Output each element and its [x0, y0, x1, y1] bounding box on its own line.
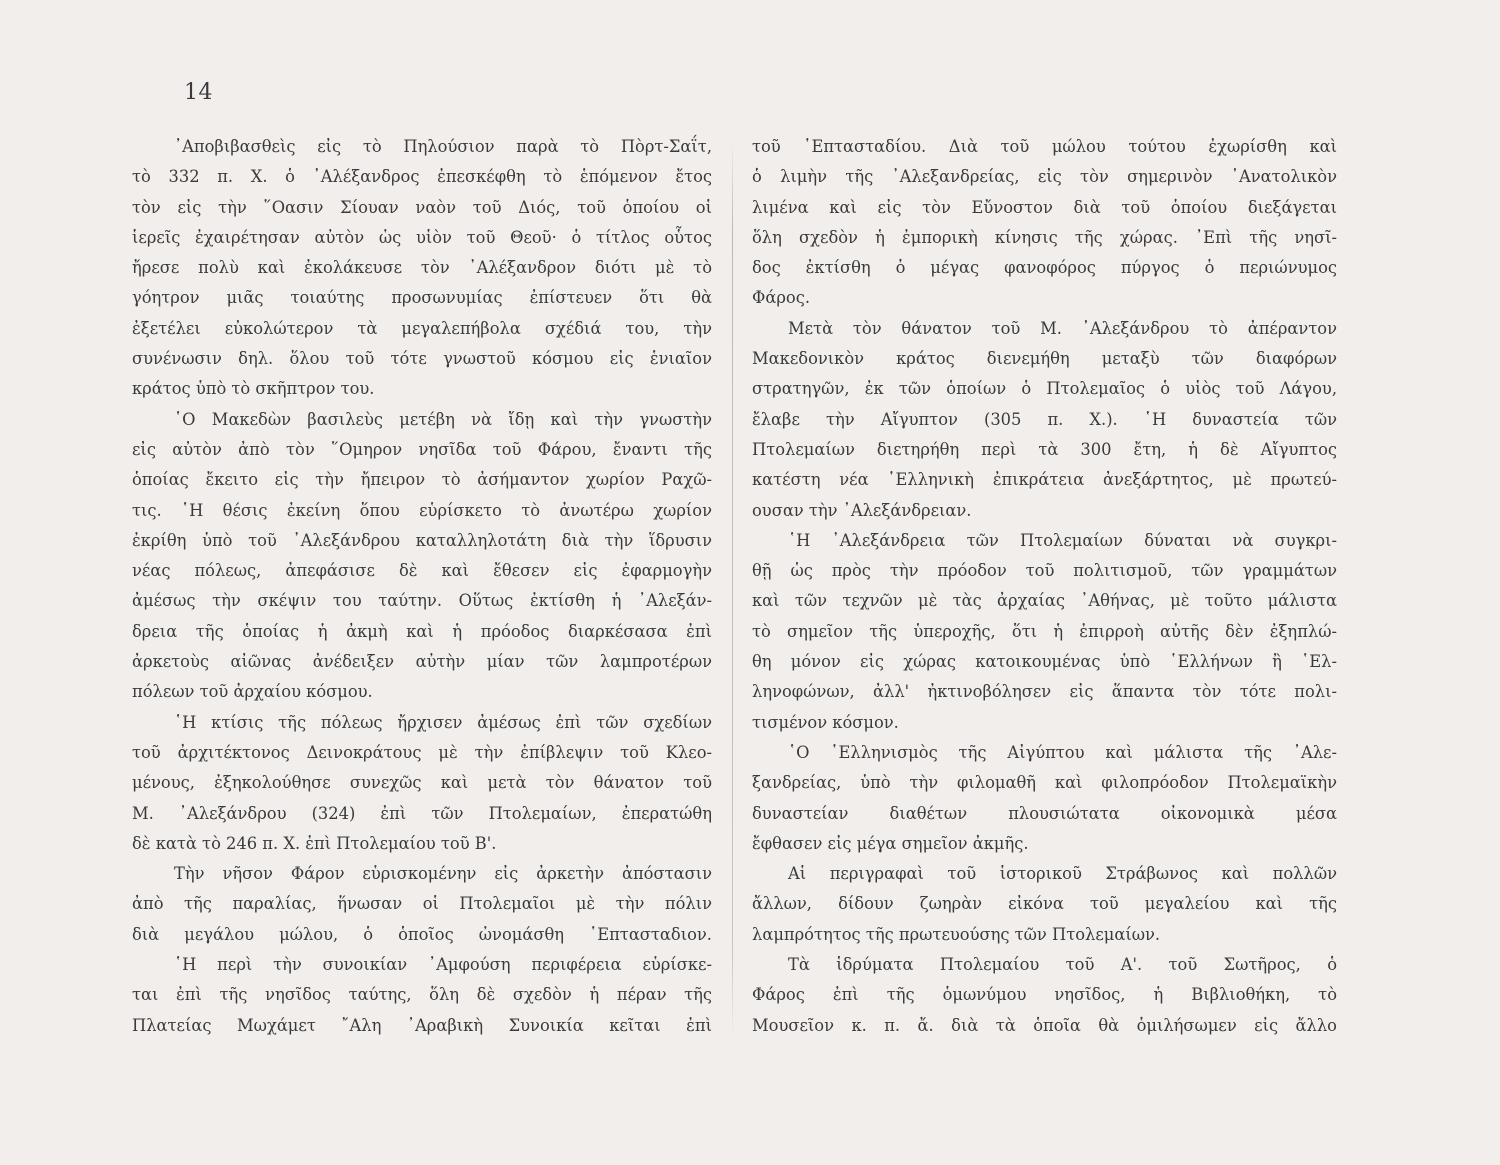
text-line: κατέστη νέα ῾Ελληνικὴ ἐπικράτεια ἀνεξάρτητος, μὲ πρωτεύ- [752, 470, 1337, 490]
text-line: Αἱ περιγραφαὶ τοῦ ἱστορικοῦ Στράβωνος καὶ πολλῶν [788, 864, 1337, 884]
text-line: στρατηγῶν, ἐκ τῶν ὁποίων ὁ Πτολεμαῖος ὁ υἱὸς τοῦ Λάγου, [752, 379, 1337, 399]
text-line: ἀρκετοὺς αἰῶνας ἀνέδειξεν αὐτὴν μίαν τῶν λαμπροτέρων [132, 652, 712, 672]
text-line: λαμπρότητος τῆς πρωτευούσης τῶν Πτολεμαίων. [752, 924, 1161, 944]
text-line: ὁ λιμὴν τῆς ᾿Αλεξανδρείας, εἰς τὸν σημερινὸν ᾿Ανατολικὸν [752, 167, 1337, 187]
text-line: Μακεδονικὸν κράτος διενεμήθη μεταξὺ τῶν διαφόρων [752, 349, 1337, 369]
text-line: ἀμέσως τὴν σκέψιν του ταύτην. Οὕτως ἐκτίσθη ἡ ᾿Αλεξάν- [132, 591, 712, 611]
text-line: ἔφθασεν εἰς μέγα σημεῖον ἀκμῆς. [752, 833, 1029, 853]
text-line: Φάρος ἐπὶ τῆς ὁμωνύμου νησῖδος, ἡ Βιβλιοθήκη, τὸ [752, 985, 1337, 1005]
text-line: ῾Η κτίσις τῆς πόλεως ἤρχισεν ἀμέσως ἐπὶ τῶν σχεδίων [174, 712, 712, 732]
text-line: τὸ σημεῖον τῆς ὑπεροχῆς, ὅτι ἡ ἐπιρροὴ αὐτῆς δὲν ἐξηπλώ- [752, 621, 1337, 641]
text-line: ουσαν τὴν ᾿Αλεξάνδρειαν. [752, 500, 972, 520]
text-line: νέας πόλεως, ἀπεφάσισε δὲ καὶ ἔθεσεν εἰς ἐφαρμογὴν [132, 561, 712, 581]
text-line: Πτολεμαίων διετηρήθη περὶ τὰ 300 ἔτη, ἡ δὲ Αἴγυπτος [752, 439, 1337, 459]
text-line: διὰ μεγάλου μώλου, ὁ ὁποῖος ὠνομάσθη ῾Επτασταδιον. [132, 924, 712, 944]
text-line: Μ. ᾿Αλεξάνδρου (324) ἐπὶ τῶν Πτολεμαίων, ἐπερατώθη [132, 803, 712, 823]
text-line: ῾Ο ῾Ελληνισμὸς τῆς Αἰγύπτου καὶ μάλιστα τῆς ᾿Αλε- [788, 742, 1337, 762]
text-line: καὶ τῶν τεχνῶν μὲ τὰς ἀρχαίας ᾿Αθήνας, μὲ τοῦτο μάλιστα [752, 591, 1337, 611]
text-line: δρεια τῆς ὁποίας ἡ ἀκμὴ καὶ ἡ πρόοδος διαρκέσασα ἐπὶ [132, 621, 712, 641]
text-line: ὅλη σχεδὸν ἡ ἐμπορικὴ κίνησις τῆς χώρας. ᾿Επὶ τῆς νησῖ- [752, 227, 1337, 247]
text-line: Πλατείας Μωχάμετ ῎Αλη ᾿Αραβικὴ Συνοικία κεῖται ἐπὶ [132, 1015, 712, 1035]
text-line: δὲ κατὰ τὸ 246 π. Χ. ἐπὶ Πτολεμαίου τοῦ Β'. [132, 833, 497, 853]
text-line: ἤρεσε πολὺ καὶ ἐκολάκευσε τὸν ᾿Αλέξανδρον διότι μὲ τὸ [132, 258, 712, 278]
text-line: δυναστείαν διαθέτων πλουσιώτατα οἰκονομικὰ μέσα [752, 803, 1337, 823]
text-line: ῾Η περὶ τὴν συνοικίαν ᾿Αμφούση περιφέρεια εὑρίσκε- [174, 955, 712, 975]
text-line: μένους, ἐξηκολούθησε συνεχῶς καὶ μετὰ τὸν θάνατον τοῦ [132, 773, 712, 793]
text-line: λιμένα καὶ εἰς τὸν Εὔνοστον διὰ τοῦ ὁποίου διεξάγεται [752, 197, 1337, 217]
text-line: πόλεων τοῦ ἀρχαίου κόσμου. [132, 682, 373, 702]
right-column [752, 132, 1337, 1041]
text-line: ῾Ο Μακεδὼν βασιλεὺς μετέβη νὰ ἴδῃ καὶ τὴν γνωστὴν [174, 409, 712, 429]
left-column [132, 132, 712, 1041]
text-line: ἀπὸ τῆς παραλίας, ἥνωσαν οἱ Πτολεμαῖοι μὲ τὴν πόλιν [132, 894, 712, 914]
text-line: Τὰ ἱδρύματα Πτολεμαίου τοῦ Α'. τοῦ Σωτῆρος, ὁ [788, 955, 1337, 975]
text-line: τισμένον κόσμον. [752, 712, 899, 732]
text-line: ἐξετέλει εὐκολώτερον τὰ μεγαλεπήβολα σχέδιά του, τὴν [132, 318, 712, 338]
text-line: ᾿Αποβιβασθεὶς εἰς τὸ Πηλούσιον παρὰ τὸ Πὸρτ-Σαΐτ, [174, 137, 712, 156]
text-line: ῾Η ᾿Αλεξάνδρεια τῶν Πτολεμαίων δύναται νὰ συγκρι- [788, 530, 1337, 550]
text-line: ὁποίας ἔκειτο εἰς τὴν ἤπειρον τὸ ἀσήμαντον χωρίον Ραχῶ- [132, 470, 712, 490]
text-line: ἐκρίθη ὑπὸ τοῦ ᾿Αλεξάνδρου καταλληλοτάτη διὰ τὴν ἵδρυσιν [132, 530, 712, 550]
text-line: ἱερεῖς ἐχαιρέτησαν αὐτὸν ὡς υἱὸν τοῦ Θεοῦ· ὁ τίτλος οὗτος [132, 227, 712, 247]
text-line: γόητρον μιᾶς τοιαύτης προσωνυμίας ἐπίστευεν ὅτι θὰ [132, 288, 712, 308]
text-line: Μετὰ τὸν θάνατον τοῦ Μ. ᾿Αλεξάνδρου τὸ ἀπέραντον [788, 318, 1337, 338]
text-line: ται ἐπὶ τῆς νησῖδος ταύτης, ὅλη δὲ σχεδὸν ἡ πέραν τῆς [132, 985, 712, 1005]
text-line: ληνοφώνων, ἀλλ' ἠκτινοβόλησεν εἰς ἅπαντα τὸν τότε πολι- [752, 682, 1337, 702]
column-divider [732, 140, 733, 1040]
text-line: τοῦ ἀρχιτέκτονος Δεινοκράτους μὲ τὴν ἐπίβλεψιν τοῦ Κλεο- [132, 742, 712, 762]
text-line: ἔλαβε τὴν Αἴγυπτον (305 π. Χ.). ῾Η δυναστεία τῶν [752, 409, 1337, 429]
text-line: Φάρος. [752, 288, 811, 308]
text-line: ξανδρείας, ὑπὸ τὴν φιλομαθῆ καὶ φιλοπρόοδον Πτολεμαϊκὴν [752, 773, 1337, 793]
text-line: κράτος ὑπὸ τὸ σκῆπτρον του. [132, 379, 375, 399]
text-line: δος ἐκτίσθη ὁ μέγας φανοφόρος πύργος ὁ περιώνυμος [752, 258, 1337, 278]
text-line: Μουσεῖον κ. π. ἄ. διὰ τὰ ὁποῖα θὰ ὁμιλήσωμεν εἰς ἄλλο [752, 1015, 1337, 1035]
text-line: τις. ῾Η θέσις ἐκείνη ὅπου εὑρίσκετο τὸ ἀνωτέρω χωρίον [132, 500, 712, 520]
text-line: τοῦ ῾Επτασταδίου. Διὰ τοῦ μώλου τούτου ἐχωρίσθη καὶ [752, 137, 1337, 156]
text-line: τὸ 332 π. Χ. ὁ ᾿Αλέξανδρος ἐπεσκέφθη τὸ ἑπόμενον ἔτος [132, 167, 712, 187]
text-line: τὸν εἰς τὴν ῞Οασιν Σίουαν ναὸν τοῦ Διός, τοῦ ὁποίου οἱ [132, 197, 712, 217]
text-line: Τὴν νῆσον Φάρον εὑρισκομένην εἰς ἀρκετὴν ἀπόστασιν [174, 864, 712, 884]
text-line: θη μόνον εἰς χώρας κατοικουμένας ὑπὸ ῾Ελλήνων ἢ ῾Ελ- [752, 652, 1337, 672]
text-line: συνένωσιν δηλ. ὅλου τοῦ τότε γνωστοῦ κόσμου εἰς ἑνιαῖον [132, 349, 712, 369]
text-line: ἄλλων, δίδουν ζωηρὰν εἰκόνα τοῦ μεγαλείου καὶ τῆς [752, 894, 1337, 914]
text-line: θῇ ὡς πρὸς τὴν πρόοδον τοῦ πολιτισμοῦ, τῶν γραμμάτων [752, 561, 1337, 581]
page-number: 14 [184, 80, 213, 105]
text-line: εἰς αὐτὸν ἀπὸ τὸν ῞Ομηρον νησῖδα τοῦ Φάρου, ἔναντι τῆς [132, 439, 712, 459]
